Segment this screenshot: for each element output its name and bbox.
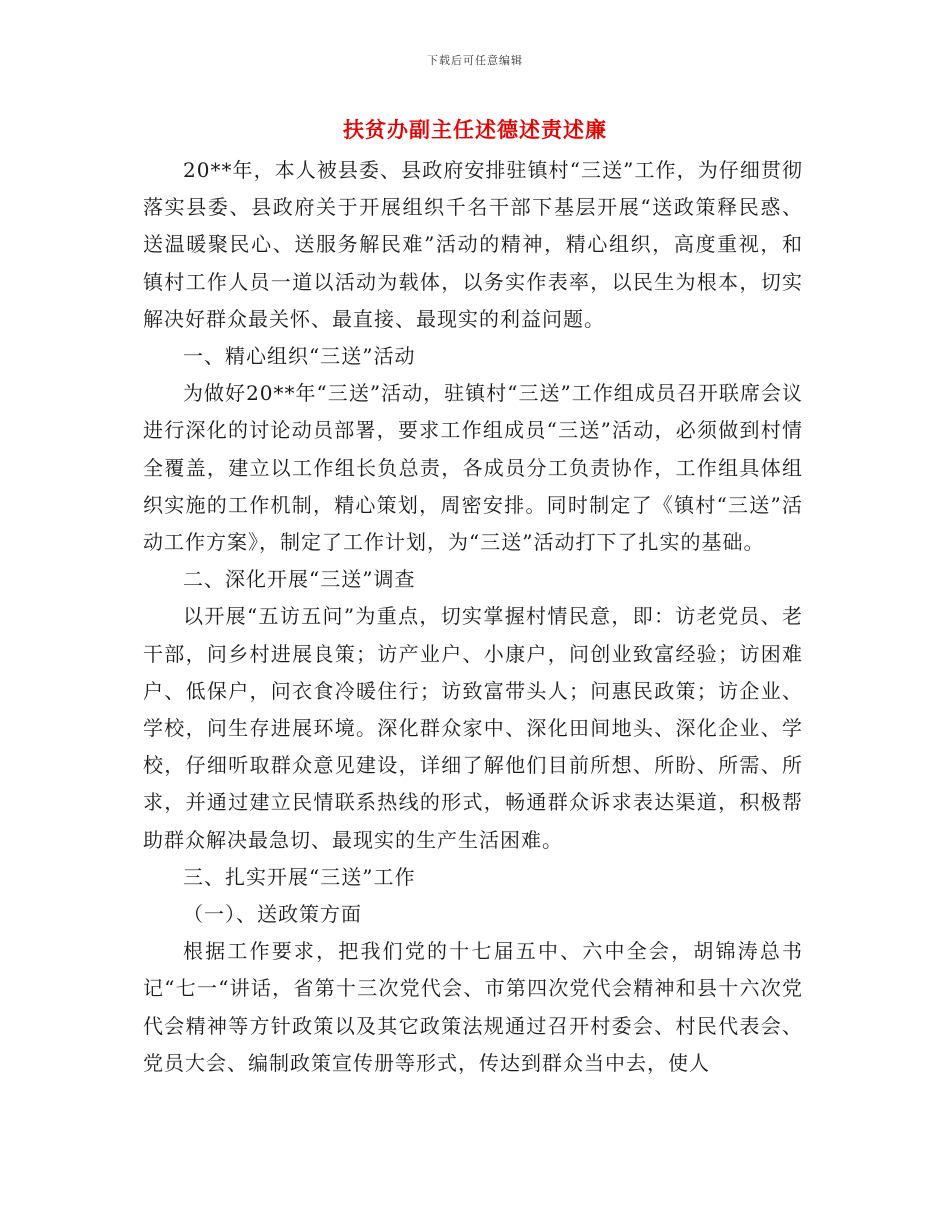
document-body: [143, 152, 803, 1082]
page-header-note: 下载后可任意编辑: [427, 54, 523, 67]
subsection-heading-policy: （一）、送政策方面: [183, 902, 362, 927]
section-heading-3: 三、扎实开展“三送”工作: [183, 864, 416, 889]
section-heading-2: 二、深化开展“三送”调查: [183, 567, 416, 592]
paragraph-section-2: 以开展“五访五问”为重点，切实掌握村情民意，即：访老党员、老干部，问乡村进展良策；访产业户、小康户，问创业致富经验；访困难户、低保户，问衣食冷暖住行；访致富带头人；问惠民政策；访企业、学校，问生存进展环境。深化群众家中、深化田间地头、深化企业、学校，仔细听取群众意见建设，详细了解他们目前所想、所盼、所需、所求，并通过建立民情联系热线的形式，畅通群众诉求表达渠道，积极帮助群众解决最急切、最现实的生产生活困难。: [143, 604, 803, 852]
paragraph-policy: 根据工作要求，把我们党的十七届五中、六中全会，胡锦涛总书记“七一“讲话，省第十三次党代会、市第四次党代会精神和县十六次党代会精神等方针政策以及其它政策法规通过召开村委会、村民代表会、党员大会、编制政策宣传册等形式，传达到群众当中去，使人: [143, 939, 803, 1075]
paragraph-intro: 20**年，本人被县委、县政府安排驻镇村“三送”工作，为仔细贯彻落实县委、县政府关于开展组织千名干部下基层开展“送政策释民惑、送温暖聚民心、送服务解民难”活动的精神，精心组织，高度重视，和镇村工作人员一道以活动为载体，以务实作表率，以民生为根本，切实解决好群众最关怀、最直接、最现实的利益问题。: [143, 158, 803, 331]
document-title: 扶贫办副主任述德述责述廉: [343, 117, 607, 142]
paragraph-section-1: 为做好20**年“三送”活动，驻镇村“三送”工作组成员召开联席会议进行深化的讨论动员部署，要求工作组成员“三送”活动，必须做到村情全覆盖，建立以工作组长负总责，各成员分工负责协作，工作组具体组织实施的工作机制，精心策划，周密安排。同时制定了《镇村“三送”活动工作方案》，制定了工作计划，为“三送”活动打下了扎实的基础。: [143, 381, 803, 555]
section-heading-1: 一、精心组织“三送”活动: [183, 344, 416, 369]
